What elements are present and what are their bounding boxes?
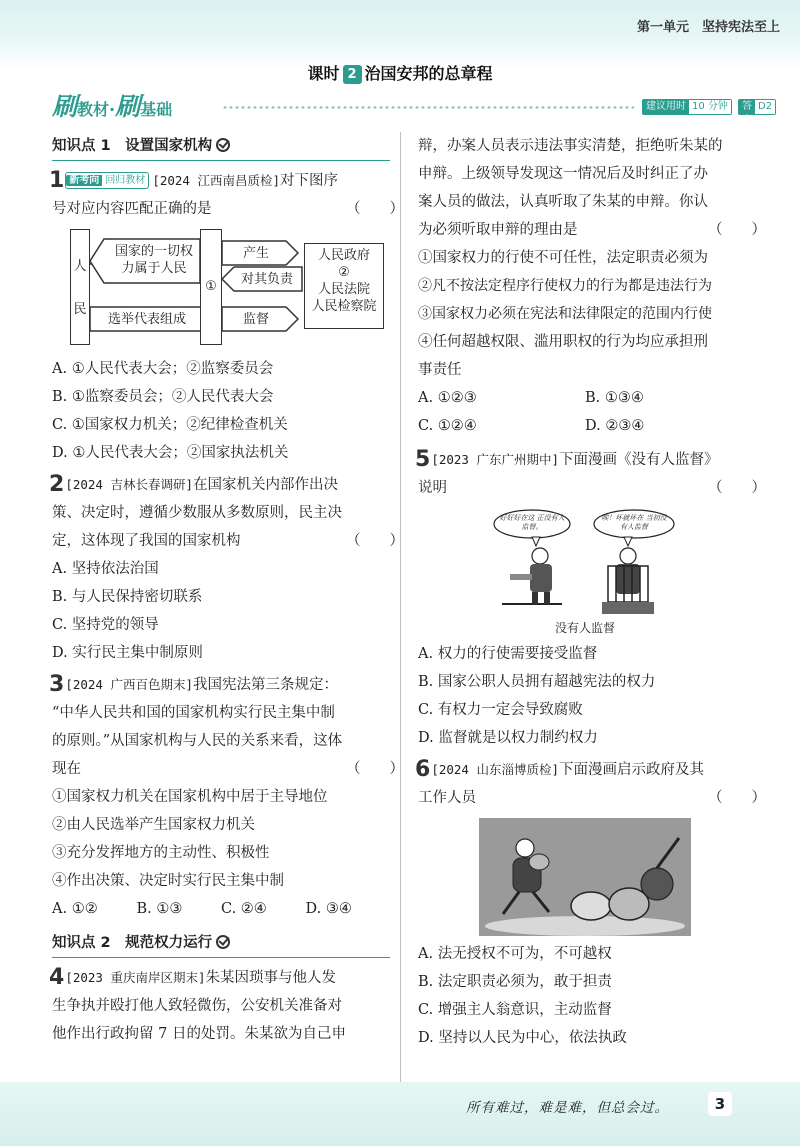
left-column xyxy=(49,132,404,1048)
circle-1-label: ① xyxy=(205,279,217,294)
question-6 xyxy=(415,756,766,1052)
new-trend-tag xyxy=(65,172,149,189)
power-line-2: 力属于人民 xyxy=(121,261,187,276)
option-a[interactable]: A. 坚持依法治国 xyxy=(52,561,159,577)
question-5 xyxy=(415,446,766,752)
question-4-text-2: 生争执并殴打他人致轻微伤，公安机关准备对 xyxy=(52,998,342,1014)
question-2-number: 2 xyxy=(49,472,65,497)
check-icon xyxy=(216,935,230,949)
question-4 xyxy=(49,964,390,1048)
option-d[interactable]: D. 监督就是以权力制约权力 xyxy=(418,730,598,746)
statement-3: ③国家权力必须在宪法和法律限定的范围内行使 xyxy=(418,306,712,322)
option-d[interactable]: D. 坚持以人民为中心，依法执政 xyxy=(418,1030,627,1046)
option-c[interactable]: C. 坚持党的领导 xyxy=(52,617,159,633)
question-4-text-7: 为必须听取申辩的理由是 xyxy=(418,222,578,238)
statement-2: ②凡不按法定程序行使权力的行为都是违法行为 xyxy=(418,278,712,294)
question-6-text: 下面漫画启示政府及其 xyxy=(559,762,704,778)
question-3-text-3: 的原则。”从国家机构与人民的关系来看，这体 xyxy=(52,733,343,749)
answer-blank[interactable]: （ ） xyxy=(708,790,766,806)
banner-dots xyxy=(222,105,634,110)
knowledge-point-2-title: 知识点 2 规范权力运行 xyxy=(52,935,213,951)
question-1-source: [2024 江西南昌质检] xyxy=(152,173,280,188)
question-2-text-2: 策、决定时，遵循少数服从多数原则，民主决 xyxy=(52,505,342,521)
question-3-text: 我国宪法第三条规定： xyxy=(193,677,338,693)
question-1 xyxy=(49,167,404,467)
answer-blank[interactable]: （ ） xyxy=(346,533,404,549)
option-c[interactable]: C. ②④ xyxy=(221,901,267,917)
option-c[interactable]: C. 有权力一定会导致腐败 xyxy=(418,702,583,718)
option-a[interactable]: A. 权力的行使需要接受监督 xyxy=(418,646,598,662)
question-5-text: 下面漫画《没有人监督》 xyxy=(559,452,719,468)
question-4-number: 4 xyxy=(49,965,65,990)
option-b[interactable]: B. ①③④ xyxy=(585,390,644,406)
question-1-text: 对下图序 xyxy=(280,173,338,189)
banner-part2: 基础 xyxy=(140,100,173,119)
footer-motto: 所有难过，难是难，但总会过。 xyxy=(466,1100,669,1116)
top-band xyxy=(0,0,800,70)
new-trend-tag-label: 新考向 xyxy=(66,175,102,186)
question-6-number: 6 xyxy=(415,757,431,782)
people-char-1: 人 xyxy=(73,259,87,274)
circle-1-box xyxy=(200,229,222,345)
option-d[interactable]: D. ②③④ xyxy=(585,418,645,434)
option-a[interactable]: A. ①人民代表大会；②监察委员会 xyxy=(52,361,274,377)
state-organs-box xyxy=(304,243,384,329)
option-b[interactable]: B. 法定职责必须为，敢于担责 xyxy=(418,974,612,990)
state-organ-diagram xyxy=(52,227,390,351)
knowledge-point-1-title: 知识点 1 设置国家机构 xyxy=(52,138,213,154)
statement-1: ①国家权力机关在国家机构中居于主导地位 xyxy=(52,789,328,805)
question-1-number: 1 xyxy=(49,168,65,193)
question-1-text-2: 号对应内容匹配正确的是 xyxy=(52,201,212,217)
answer-key: 答案 xyxy=(739,100,755,114)
produce-label: 产生 xyxy=(242,246,269,261)
option-b[interactable]: B. 国家公职人员拥有超越宪法的权力 xyxy=(418,674,656,690)
right-speech-bubble: 唉！坏就坏在 当初没有人监督 xyxy=(601,514,667,531)
people-char-2: 民 xyxy=(73,302,87,317)
answer-blank[interactable]: （ ） xyxy=(708,480,766,496)
answer-blank[interactable]: （ ） xyxy=(708,222,766,238)
cartoon-government-duty xyxy=(479,818,691,936)
cartoon-caption: 没有人监督 xyxy=(554,621,615,635)
lesson-name: 治国安邦的总章程 xyxy=(364,64,493,83)
answer-blank[interactable]: （ ） xyxy=(346,761,404,777)
statement-4: ④作出决策、决定时实行民主集中制 xyxy=(52,873,284,889)
lesson-title xyxy=(0,61,800,84)
org-procuratorate: 人民检察院 xyxy=(311,299,377,314)
options-row xyxy=(52,895,390,923)
option-a[interactable]: A. ①②③ xyxy=(418,390,477,406)
question-2 xyxy=(49,471,404,667)
suggested-time-badge xyxy=(642,99,732,115)
question-6-text-2: 工作人员 xyxy=(418,790,476,806)
question-3 xyxy=(49,671,404,923)
option-b[interactable]: B. ①③ xyxy=(136,901,183,917)
column-divider xyxy=(400,132,401,1087)
question-4-continued xyxy=(418,132,766,440)
lesson-prefix: 课时 xyxy=(307,64,340,83)
statement-1: ①国家权力的行使不可任性，法定职责必须为 xyxy=(418,250,708,266)
banner-title xyxy=(52,90,172,127)
statement-2: ②由人民选举产生国家权力机关 xyxy=(52,817,255,833)
people-box xyxy=(70,229,90,345)
banner-part1: 教材 xyxy=(77,100,110,119)
elect-label: 选举代表组成 xyxy=(107,312,186,327)
banner-sep: · xyxy=(109,100,116,119)
question-4-source: [2023 重庆南岸区期末] xyxy=(65,970,206,985)
right-column xyxy=(415,132,766,1052)
suggested-time-value: 10 分钟 xyxy=(689,100,731,114)
banner-brand: 刷 xyxy=(52,92,78,121)
option-b[interactable]: B. 与人民保持密切联系 xyxy=(52,589,203,605)
answer-page-badge xyxy=(738,99,776,126)
statement-3: ③充分发挥地方的主动性、积极性 xyxy=(52,845,270,861)
question-2-source: [2024 吉林长春调研] xyxy=(65,477,193,492)
section-banner xyxy=(52,90,773,126)
supervise-label: 监督 xyxy=(242,312,269,327)
option-c[interactable]: C. 增强主人翁意识，主动监督 xyxy=(418,1002,612,1018)
question-4-text-6: 案人员的做法，认真听取了朱某的申辩。你认 xyxy=(418,194,708,210)
options-grid xyxy=(418,384,752,440)
footer-band xyxy=(0,1082,800,1146)
power-belongs-label xyxy=(108,243,200,277)
option-d[interactable]: D. ①人民代表大会；②国家执法机关 xyxy=(52,445,289,461)
option-a[interactable]: A. ①② xyxy=(52,901,98,917)
question-3-source: [2024 广西百色期末] xyxy=(65,677,193,692)
question-3-text-4: 现在 xyxy=(52,761,81,777)
option-b[interactable]: B. ①监察委员会；②人民代表大会 xyxy=(52,389,274,405)
responsible-label: 对其负责 xyxy=(240,272,293,287)
cartoon-no-supervision xyxy=(492,508,678,616)
option-c[interactable]: C. ①②④ xyxy=(418,418,477,434)
answer-value: D2 xyxy=(755,100,775,114)
question-4-text-5: 申辩。上级领导发现这一情况后及时纠正了办 xyxy=(418,166,708,182)
question-4-text-3: 他作出行政拘留 7 日的处罚。朱某欲为自己申 xyxy=(52,1026,346,1042)
knowledge-point-2 xyxy=(52,929,390,958)
lesson-number-badge: 2 xyxy=(343,65,362,84)
knowledge-point-1 xyxy=(52,132,390,161)
org-government: 人民政府 xyxy=(317,248,370,263)
option-d[interactable]: D. 实行民主集中制原则 xyxy=(52,645,203,661)
option-c[interactable]: C. ①国家权力机关；②纪律检查机关 xyxy=(52,417,288,433)
question-5-source: [2023 广东广州期中] xyxy=(431,452,559,467)
left-speech-bubble: 好好好在这 正没有人监督。 xyxy=(499,514,565,531)
answer-blank[interactable]: （ ） xyxy=(346,201,404,217)
question-4-text-4: 辩，办案人员表示违法事实清楚，拒绝听朱某的 xyxy=(418,138,723,154)
org-circle-2: ② xyxy=(338,265,350,280)
option-a[interactable]: A. 法无授权不可为，不可越权 xyxy=(418,946,612,962)
cartoon-drawing-2 xyxy=(479,818,691,936)
question-5-number: 5 xyxy=(415,447,431,472)
org-court: 人民法院 xyxy=(317,282,370,297)
unit-title: 第一单元 坚持宪法至上 xyxy=(636,20,780,35)
question-3-text-2: “中华人民共和国的国家机构实行民主集中制 xyxy=(52,705,335,721)
question-3-number: 3 xyxy=(49,672,65,697)
suggested-time-key: 建议用时 xyxy=(643,100,689,114)
question-5-text-2: 说明 xyxy=(418,480,447,496)
banner-brand2: 刷 xyxy=(115,92,141,121)
back-to-textbook-label: 回归教材 xyxy=(105,175,146,186)
question-4-text: 朱某因琐事与他人发 xyxy=(205,970,336,986)
check-icon xyxy=(216,138,230,152)
page-number: 3 xyxy=(708,1092,732,1116)
question-2-text: 在国家机关内部作出决 xyxy=(193,477,338,493)
statement-4-cont: 事责任 xyxy=(418,362,462,378)
power-line-1: 国家的一切权 xyxy=(114,244,193,259)
question-2-text-3: 定，这体现了我国的国家机构 xyxy=(52,533,241,549)
option-d[interactable]: D. ③④ xyxy=(305,901,352,917)
question-6-source: [2024 山东淄博质检] xyxy=(431,762,559,777)
statement-4: ④任何超越权限、滥用职权的行为均应承担刑 xyxy=(418,334,708,350)
